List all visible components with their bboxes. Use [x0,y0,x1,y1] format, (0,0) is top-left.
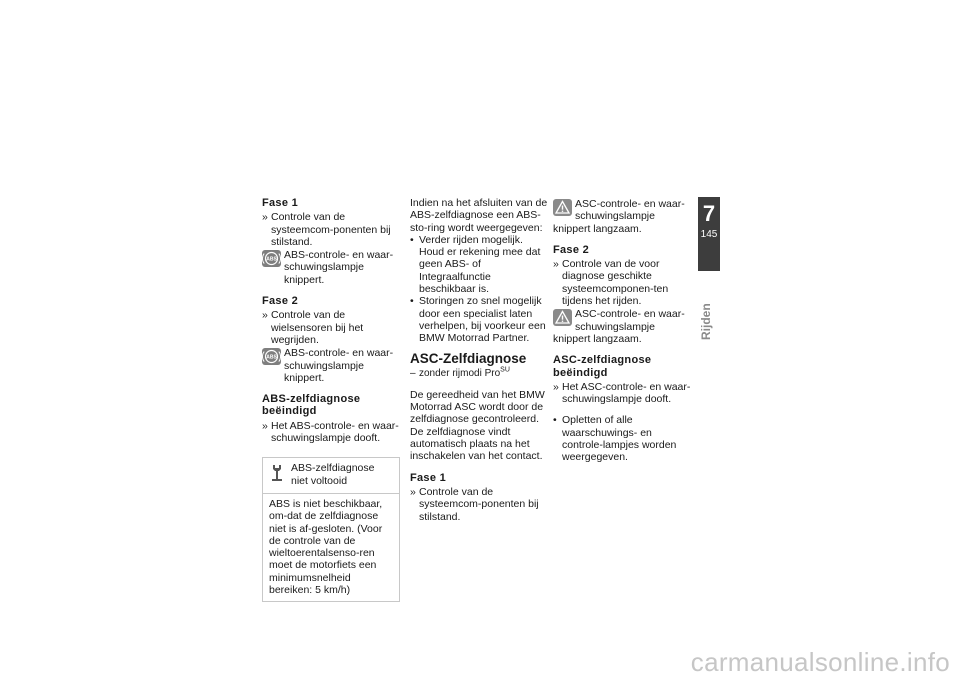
mode-note [410,368,548,380]
asc-end-step: » Het ASC-controle- en waar-schuwingslampje dooft. [553,381,691,406]
asc-indicator-2 [553,308,691,345]
svg-text:ABS: ABS [266,256,277,263]
note-body: ABS is niet beschikbaar, om-dat de zelfdiagnose niet is af-gesloten. (Voor de controle van de wieltoerentalsenso-ren moet de motorfiets een minimumsnelheid bereiken: 5 km/h) [269,497,383,597]
asc-fase2-heading: Fase 2 [553,243,590,256]
asc-indicator-1-text: ASC-controle- en waar-schuwingslampje knippert langzaam. [553,198,685,235]
column-3 [553,197,691,464]
watermark: carmanualsonline.info [690,647,950,677]
asc-warning-triangle-icon [553,309,572,326]
abs-end-heading: ABS-zelfdiagnose beëindigd [262,393,361,418]
note-header [263,458,399,494]
note-box [262,457,400,602]
fase2-heading: Fase 2 [262,295,299,308]
abs-warning-lamp-icon [262,348,281,365]
chapter-number: 7 [702,201,716,226]
wrench-note-icon [271,464,283,485]
fase2-abs-indicator [262,347,400,384]
asc-fase2-step: » Controle van de voor diagnose geschikte systeemcomponen-ten tijdens het rijden. [553,258,691,307]
asc-fase1-step: » Controle van de systeemcom-ponenten bij stilstand. [410,486,548,523]
asc-paragraph: De gereedheid van het BMW Motorrad ASC wordt door de zelfdiagnose gecontroleerd. De zelfdiagnose vindt automatisch plaats na het inschakelen van het contact. [410,388,545,463]
note-header-text: ABS-zelfdiagnose niet voltooid [291,462,375,487]
fase1-heading: Fase 1 [262,197,299,209]
abs-error-bullet-2: • Storingen zo snel mogelijk door een specialist laten verhelpen, bij voorkeur een BMW Motorrad Partner. [410,295,548,344]
svg-text:ABS: ABS [266,354,277,361]
mode-note-text: zonder rijmodi Pro [419,367,501,379]
mode-note-sup: SU [500,366,510,374]
fase2-abs-text: ABS-controle- en waar-schuwingslampje knippert. [284,347,394,384]
abs-end-step: » Het ABS-controle- en waar-schuwingslampje dooft. [262,420,400,445]
chapter-label: Rijden [699,303,713,340]
chapter-tab [698,197,720,271]
column-2 [410,197,548,523]
asc-end-heading: ASC-zelfdiagnose beëindigd [553,354,652,379]
asc-section-title: ASC-Zelfdiagnose [410,350,527,366]
fase1-step: » Controle van de systeemcom-ponenten bij stilstand. [262,211,400,248]
asc-fase1-heading: Fase 1 [410,471,447,484]
column-1 [262,197,400,602]
fase1-abs-indicator [262,249,400,286]
page-number: 145 [700,229,718,240]
abs-error-intro: Indien na het afsluiten van de ABS-zelfdiagnose een ABS-sto-ring wordt weergegeven: [410,197,548,234]
asc-indicator-1 [553,198,691,235]
abs-warning-lamp-icon [262,250,281,267]
fase1-abs-text: ABS-controle- en waar-schuwingslampje knippert. [284,249,394,286]
asc-end-bullet: • Opletten of alle waarschuwings- en controle-lampjes worden weergegeven. [553,414,691,463]
asc-indicator-2-text: ASC-controle- en waar-schuwingslampje knippert langzaam. [553,308,685,345]
fase2-step: » Controle van de wielsensoren bij het wegrijden. [262,309,400,346]
asc-warning-triangle-icon [553,199,572,216]
abs-error-bullet-1: • Verder rijden mogelijk. Houd er rekening mee dat geen ABS- of Integraalfunctie beschikbaar is. [410,234,548,295]
